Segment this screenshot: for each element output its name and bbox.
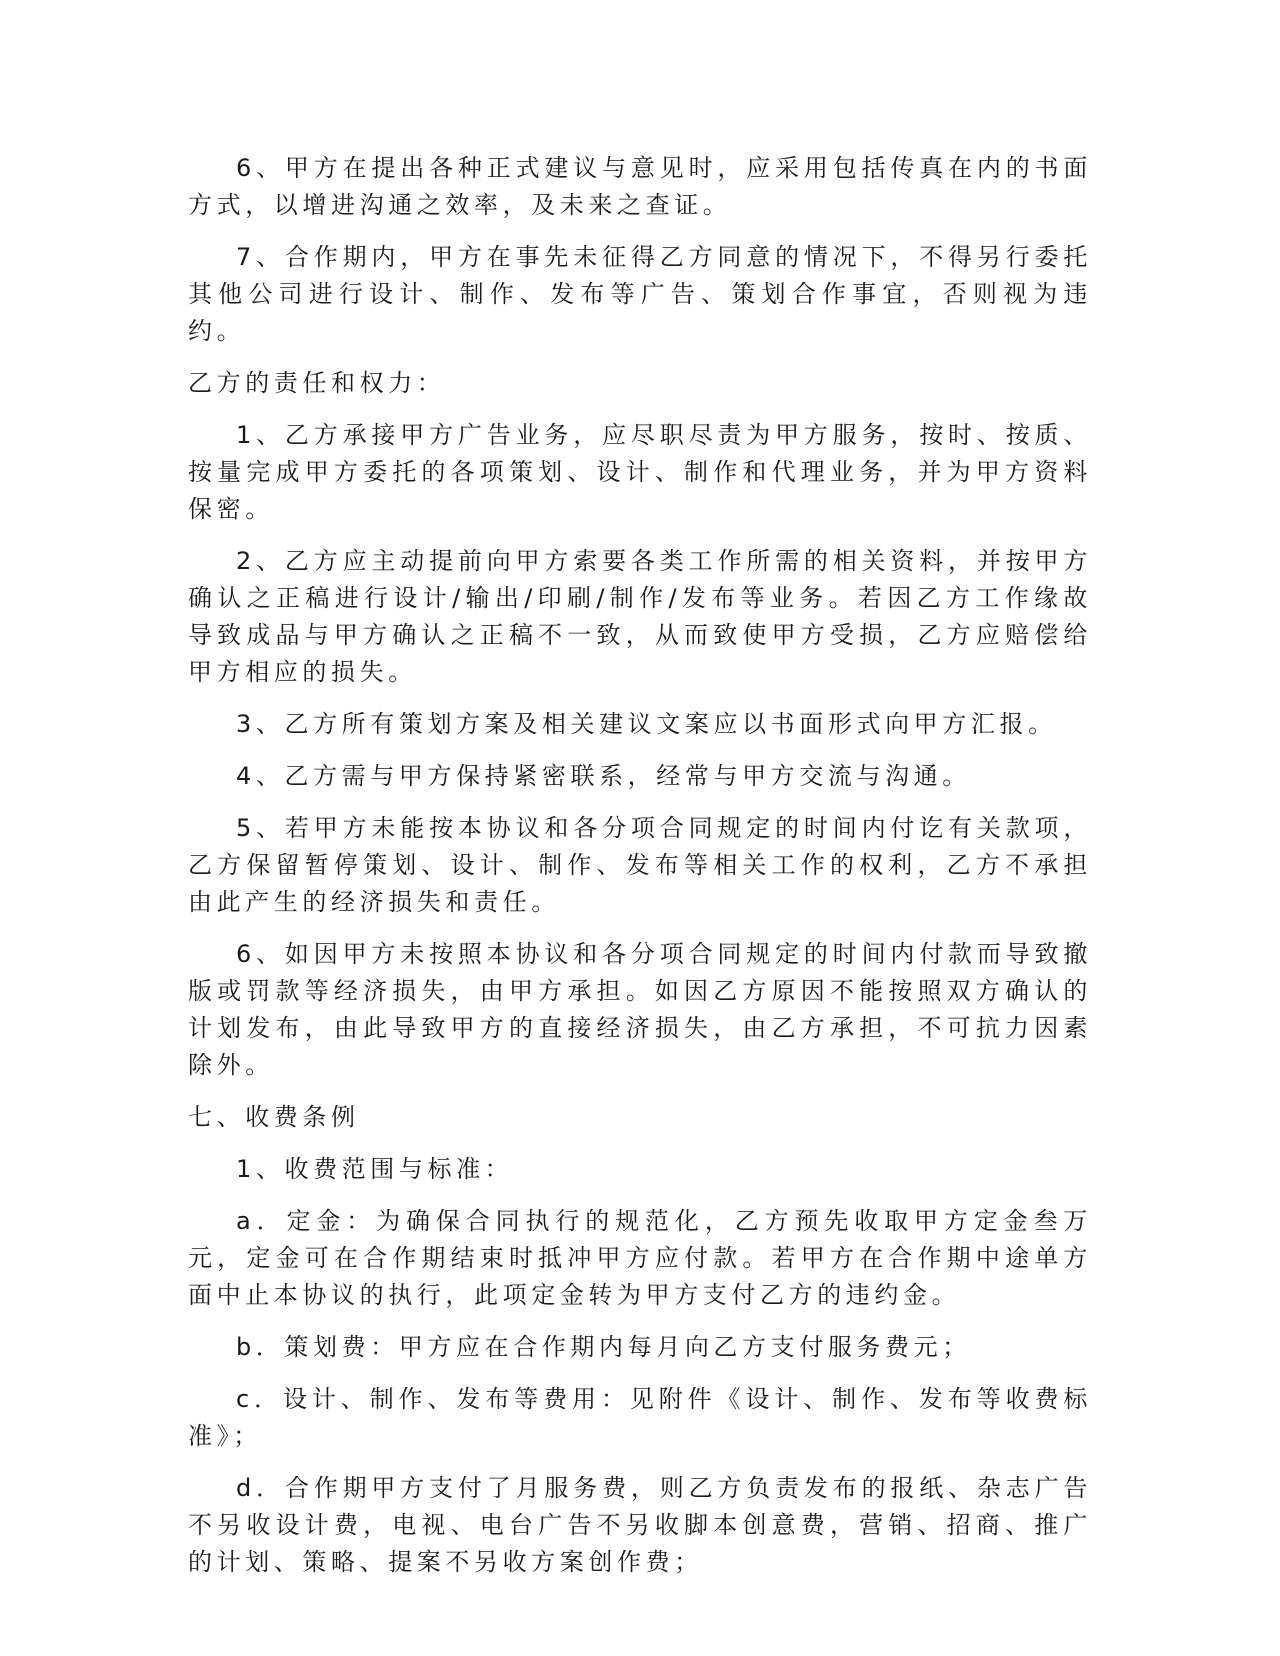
party-b-clause-3: 3、乙方所有策划方案及相关建议文案应以书面形式向甲方汇报。 bbox=[236, 710, 1057, 738]
clause-6-written-proposals: 6、甲方在提出各种正式建议与意见时，应采用包括传真在内的书面方式，以增进沟通之效率，及未来之查证。 bbox=[188, 154, 1092, 219]
party-b-clause-1: 1、乙方承接甲方广告业务，应尽职尽责为甲方服务，按时、按质、按量完成甲方委托的各项策划、设计、制作和代理业务，并为甲方资料保密。 bbox=[188, 421, 1092, 523]
section-heading-fees: 七、收费条例 bbox=[188, 1103, 360, 1131]
fee-item-c-production: c．设计、制作、发布等费用：见附件《设计、制作、发布等收费标准》； bbox=[188, 1385, 1092, 1450]
party-b-clause-2: 2、乙方应主动提前向甲方索要各类工作所需的相关资料，并按甲方确认之正稿进行设计/输出/印刷/制作/发布等业务。若因乙方工作缘故导致成品与甲方确认之正稿不一致，从而致使甲方受损，乙方应赔偿给甲方相应的损失。 bbox=[188, 547, 1092, 686]
section-heading-party-b-duties: 乙方的责任和权力： bbox=[188, 369, 446, 397]
document-page bbox=[188, 150, 1092, 1581]
fee-item-b-planning: b．策划费：甲方应在合作期内每月向乙方支付服务费元； bbox=[236, 1333, 971, 1361]
party-b-clause-4: 4、乙方需与甲方保持紧密联系，经常与甲方交流与沟通。 bbox=[236, 762, 971, 790]
clause-7-no-other-agency: 7、合作期内，甲方在事先未征得乙方同意的情况下，不得另行委托其他公司进行设计、制作、发布等广告、策划合作事宜，否则视为违约。 bbox=[188, 243, 1092, 345]
fee-item-a-deposit: a．定金：为确保合同执行的规范化，乙方预先收取甲方定金叁万元，定金可在合作期结束时抵冲甲方应付款。若甲方在合作期中途单方面中止本协议的执行，此项定金转为甲方支付乙方的违约金。 bbox=[188, 1207, 1092, 1309]
fee-item-d-monthly-service: d．合作期甲方支付了月服务费，则乙方负责发布的报纸、杂志广告不另收设计费，电视、电台广告不另收脚本创意费，营销、招商、推广的计划、策略、提案不另收方案创作费； bbox=[188, 1474, 1092, 1576]
party-b-clause-5: 5、若甲方未能按本协议和各分项合同规定的时间内付讫有关款项，乙方保留暂停策划、设计、制作、发布等相关工作的权利，乙方不承担由此产生的经济损失和责任。 bbox=[188, 814, 1092, 916]
party-b-clause-6: 6、如因甲方未按照本协议和各分项合同规定的时间内付款而导致撤版或罚款等经济损失，由甲方承担。如因乙方原因不能按照双方确认的计划发布，由此导致甲方的直接经济损失，由乙方承担，不可抗力因素除外。 bbox=[188, 940, 1092, 1079]
fee-scope-heading: 1、收费范围与标准： bbox=[236, 1155, 514, 1183]
